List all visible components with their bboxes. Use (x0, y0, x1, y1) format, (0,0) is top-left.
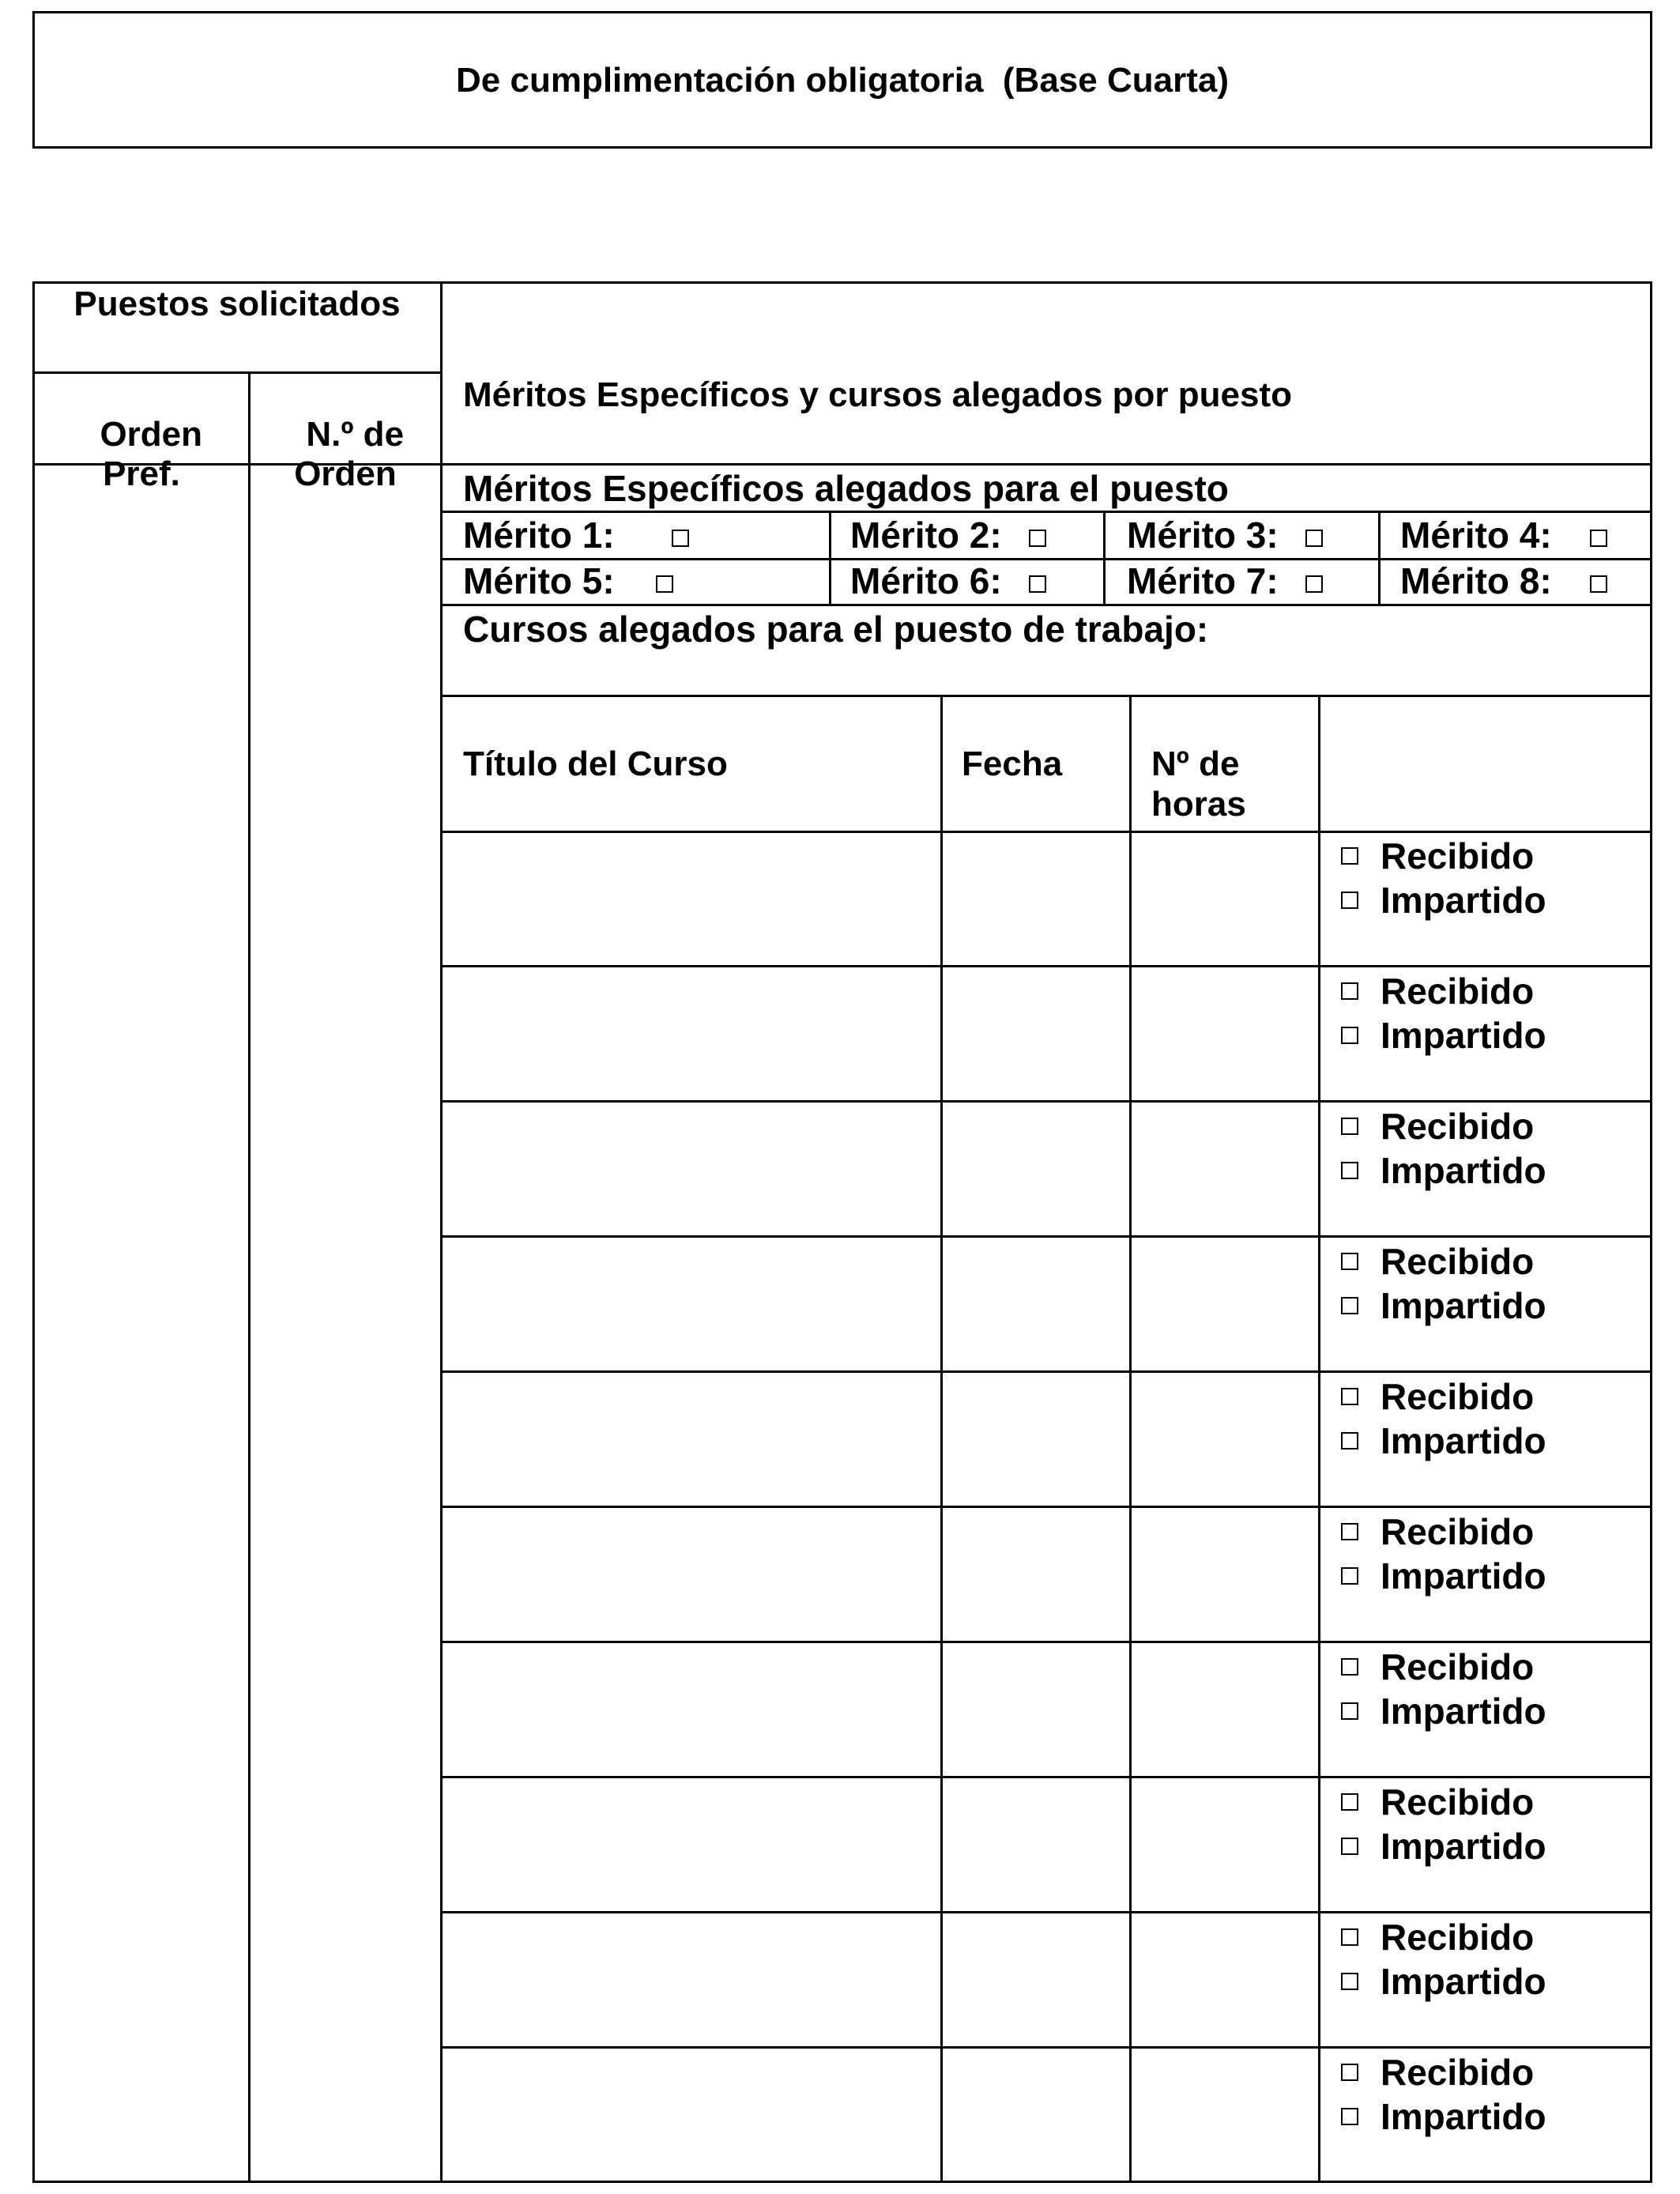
merito-7-checkbox[interactable] (1305, 575, 1323, 593)
curso-row-2-fecha[interactable] (943, 971, 1127, 1097)
curso-row-10 (440, 2047, 1652, 2182)
curso-row-6 (440, 1506, 1652, 1642)
curso-row-1-recibido-label: Recibido (1381, 835, 1535, 876)
curso-row-5-recibido-label: Recibido (1381, 1375, 1535, 1417)
orden-pref-label: Orden Pref. (100, 414, 203, 494)
curso-row-7-options (1341, 1645, 1546, 1733)
col-fecha: Fecha (962, 745, 1063, 783)
curso-row-2-horas[interactable] (1132, 971, 1316, 1097)
curso-row-3-recibido-checkbox[interactable] (1341, 1118, 1358, 1135)
divider-h-puestos (32, 371, 442, 374)
curso-row-2-titulo[interactable] (445, 971, 938, 1097)
curso-row-9-recibido-label: Recibido (1381, 1916, 1535, 1958)
curso-row-7-horas[interactable] (1132, 1646, 1316, 1773)
num-orden-label: N.º de Orden (294, 414, 405, 494)
divider-h-meritos-3 (440, 604, 1652, 606)
curso-row-2-options (1341, 969, 1546, 1057)
merito-8-label: Mérito 8: (1400, 560, 1552, 601)
merito-3-label: Mérito 3: (1127, 515, 1279, 556)
curso-row-9-impartido-checkbox[interactable] (1341, 1973, 1358, 1990)
curso-row-5-titulo[interactable] (445, 1376, 938, 1502)
divider-v-1 (248, 372, 250, 2183)
curso-row-9-fecha[interactable] (943, 1917, 1127, 2043)
merito-4-checkbox[interactable] (1590, 530, 1607, 547)
curso-row-8-impartido-checkbox[interactable] (1341, 1838, 1358, 1855)
curso-row-2-recibido-label: Recibido (1381, 970, 1535, 1012)
merito-1 (463, 515, 689, 556)
merito-3-checkbox[interactable] (1305, 530, 1323, 547)
curso-row-10-options (1341, 2050, 1546, 2139)
curso-row-7-recibido-label: Recibido (1381, 1646, 1535, 1687)
curso-row-6-horas[interactable] (1132, 1511, 1316, 1638)
merito-1-checkbox[interactable] (672, 530, 689, 547)
merito-8-checkbox[interactable] (1590, 575, 1607, 593)
curso-row-1-impartido-label: Impartido (1381, 879, 1546, 921)
divider-v-merito-a (829, 511, 831, 605)
divider-v-merito-c (1378, 511, 1381, 605)
curso-row-4-horas[interactable] (1132, 1241, 1316, 1367)
curso-row-3-recibido-label: Recibido (1381, 1105, 1535, 1147)
curso-row-1-horas[interactable] (1132, 835, 1316, 962)
num-orden-cell[interactable] (252, 468, 439, 2178)
curso-row-7-impartido-label: Impartido (1381, 1690, 1546, 1732)
curso-row-1 (440, 831, 1652, 966)
cursos-label: Cursos alegados para el puesto de trabajo: (463, 609, 1209, 650)
curso-row-3-fecha[interactable] (943, 1106, 1127, 1232)
curso-row-7-recibido-checkbox[interactable] (1341, 1658, 1358, 1676)
curso-row-8-impartido-label: Impartido (1381, 1825, 1546, 1867)
merito-4-label: Mérito 4: (1400, 515, 1552, 556)
curso-row-3 (440, 1101, 1652, 1236)
curso-row-10-impartido-checkbox[interactable] (1341, 2108, 1358, 2125)
curso-row-6-impartido-label: Impartido (1381, 1555, 1546, 1596)
curso-row-3-impartido-label: Impartido (1381, 1149, 1546, 1191)
curso-row-6-titulo[interactable] (445, 1511, 938, 1638)
curso-row-5-fecha[interactable] (943, 1376, 1127, 1502)
curso-row-2-impartido-checkbox[interactable] (1341, 1027, 1358, 1044)
curso-row-10-fecha[interactable] (943, 2052, 1127, 2178)
curso-row-3-options (1341, 1104, 1546, 1193)
divider-h-meritos-1 (440, 511, 1652, 513)
curso-row-6-impartido-checkbox[interactable] (1341, 1567, 1358, 1585)
curso-row-4-recibido-checkbox[interactable] (1341, 1253, 1358, 1270)
merito-7 (1127, 560, 1323, 602)
meritos-header: Méritos Específicos y cursos alegados por puesto (463, 375, 1292, 414)
merito-2 (850, 515, 1046, 556)
orden-pref-cell[interactable] (36, 468, 247, 2178)
curso-row-4-fecha[interactable] (943, 1241, 1127, 1367)
curso-row-6-fecha[interactable] (943, 1511, 1127, 1638)
curso-row-5-impartido-checkbox[interactable] (1341, 1432, 1358, 1449)
curso-row-5 (440, 1371, 1652, 1506)
merito-8 (1400, 560, 1607, 602)
curso-row-10-impartido-label: Impartido (1381, 2095, 1546, 2137)
curso-row-1-impartido-checkbox[interactable] (1341, 892, 1358, 909)
merito-6-label: Mérito 6: (850, 560, 1002, 601)
merito-5-label: Mérito 5: (463, 560, 615, 601)
curso-row-1-recibido-checkbox[interactable] (1341, 847, 1358, 865)
curso-row-10-horas[interactable] (1132, 2052, 1316, 2178)
curso-row-6-options (1341, 1510, 1546, 1598)
curso-row-9-recibido-checkbox[interactable] (1341, 1928, 1358, 1946)
curso-row-2 (440, 966, 1652, 1101)
curso-row-9-horas[interactable] (1132, 1917, 1316, 2043)
merito-5 (463, 560, 673, 602)
curso-row-1-options (1341, 834, 1546, 922)
curso-row-7-impartido-checkbox[interactable] (1341, 1702, 1358, 1720)
curso-row-8-fecha[interactable] (943, 1781, 1127, 1908)
meritos-especificos-label: Méritos Específicos alegados para el puesto (463, 468, 1229, 509)
curso-row-5-recibido-checkbox[interactable] (1341, 1388, 1358, 1405)
curso-row-4-impartido-checkbox[interactable] (1341, 1297, 1358, 1314)
puestos-solicitados-header: Puestos solicitados (73, 285, 401, 323)
curso-row-4-recibido-label: Recibido (1381, 1240, 1535, 1282)
curso-row-10-recibido-label: Recibido (1381, 2051, 1535, 2093)
curso-row-10-recibido-checkbox[interactable] (1341, 2064, 1358, 2081)
curso-row-9-impartido-label: Impartido (1381, 1960, 1546, 2002)
curso-row-3-titulo[interactable] (445, 1106, 938, 1232)
curso-row-7 (440, 1642, 1652, 1777)
merito-5-checkbox[interactable] (656, 575, 673, 593)
curso-row-5-horas[interactable] (1132, 1376, 1316, 1502)
curso-row-6-recibido-checkbox[interactable] (1341, 1523, 1358, 1540)
curso-row-5-impartido-label: Impartido (1381, 1419, 1546, 1461)
curso-row-8-titulo[interactable] (445, 1781, 938, 1908)
curso-row-8 (440, 1777, 1652, 1912)
curso-row-9-titulo[interactable] (445, 1917, 938, 2043)
curso-row-7-fecha[interactable] (943, 1646, 1127, 1773)
merito-7-label: Mérito 7: (1127, 560, 1279, 601)
merito-4 (1400, 515, 1607, 556)
curso-row-3-horas[interactable] (1132, 1106, 1316, 1232)
curso-row-8-recibido-label: Recibido (1381, 1781, 1535, 1823)
curso-row-10-titulo[interactable] (445, 2052, 938, 2178)
curso-row-5-options (1341, 1374, 1546, 1463)
curso-row-6-recibido-label: Recibido (1381, 1510, 1535, 1552)
curso-row-4-impartido-label: Impartido (1381, 1284, 1546, 1326)
curso-row-9 (440, 1912, 1652, 2047)
merito-1-label: Mérito 1: (463, 515, 615, 556)
curso-row-8-horas[interactable] (1132, 1781, 1316, 1908)
divider-v-merito-b (1103, 511, 1106, 605)
curso-row-8-options (1341, 1780, 1546, 1868)
curso-row-1-titulo[interactable] (445, 835, 938, 962)
curso-row-7-titulo[interactable] (445, 1646, 938, 1773)
merito-6-checkbox[interactable] (1029, 575, 1046, 593)
col-horas: Nº de horas (1151, 745, 1246, 824)
curso-row-9-options (1341, 1915, 1546, 2004)
divider-h-cursos (440, 695, 1652, 697)
curso-row-2-impartido-label: Impartido (1381, 1014, 1546, 1056)
merito-2-label: Mérito 2: (850, 515, 1002, 556)
curso-row-4 (440, 1236, 1652, 1371)
curso-row-3-impartido-checkbox[interactable] (1341, 1162, 1358, 1179)
curso-row-8-recibido-checkbox[interactable] (1341, 1793, 1358, 1811)
header-box (32, 11, 1652, 149)
curso-row-4-titulo[interactable] (445, 1241, 938, 1367)
merito-3 (1127, 515, 1323, 556)
page-title: De cumplimentación obligatoria (Base Cuarta) (456, 61, 1229, 100)
curso-row-2-recibido-checkbox[interactable] (1341, 982, 1358, 1000)
col-titulo-curso: Título del Curso (463, 745, 728, 783)
curso-row-4-options (1341, 1239, 1546, 1328)
curso-row-1-fecha[interactable] (943, 835, 1127, 962)
merito-6 (850, 560, 1046, 602)
merito-2-checkbox[interactable] (1029, 530, 1046, 547)
